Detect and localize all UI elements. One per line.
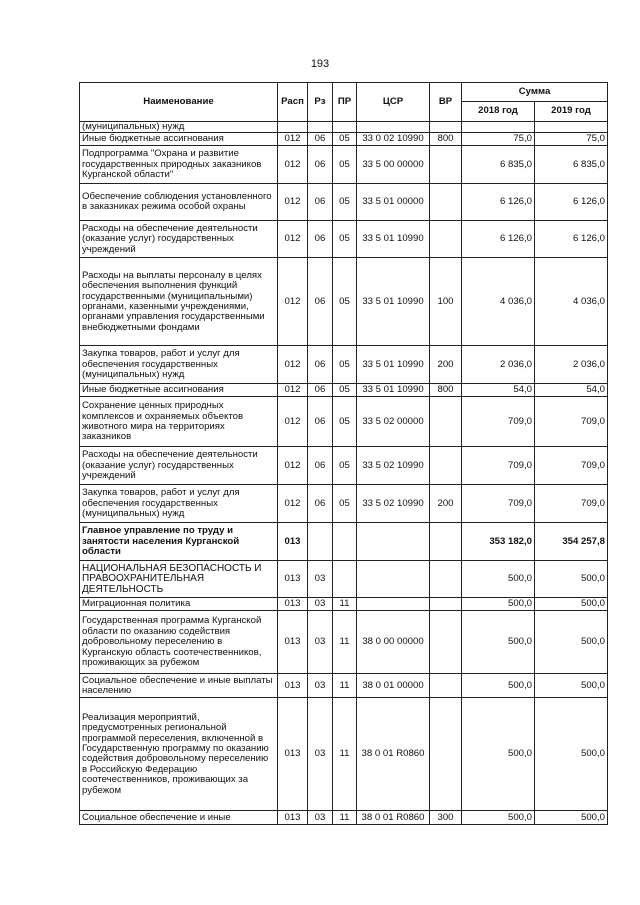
row-pr-cell: 11 [333,698,357,811]
table-row [80,146,608,184]
row-name-cell: Социальное обеспечение и иные выплаты населению [80,674,278,698]
row-vr-cell: 100 [430,258,462,346]
row-sum-2018-cell: 500,0 [462,698,535,811]
row-rasp-cell [278,122,308,133]
row-vr-cell [430,561,462,598]
table-row [80,346,608,384]
table-row [80,698,608,811]
row-sum-2018-cell: 54,0 [462,384,535,397]
row-sum-2018-cell: 75,0 [462,133,535,146]
header-pr: ПР [333,83,357,122]
row-sum-2018-cell: 500,0 [462,611,535,674]
row-sum-2019-cell: 500,0 [535,611,608,674]
row-pr-cell: 11 [333,811,357,825]
row-pr-cell: 11 [333,674,357,698]
row-sum-2018-cell: 500,0 [462,598,535,611]
row-rz-cell: 03 [308,698,333,811]
table-row [80,611,608,674]
row-sum-2018-cell: 709,0 [462,447,535,485]
row-csr-cell: 38 0 00 00000 [357,611,430,674]
row-vr-cell [430,674,462,698]
table-row [80,447,608,485]
row-vr-cell: 200 [430,346,462,384]
row-name-cell: Закупка товаров, работ и услуг для обеспечения государственных (муниципальных) нужд [80,485,278,523]
row-sum-2019-cell: 500,0 [535,561,608,598]
row-rz-cell: 06 [308,384,333,397]
row-rasp-cell: 012 [278,258,308,346]
row-name-cell: Сохранение ценных природных комплексов и охраняемых объектов животного мира на территориях заказников [80,397,278,447]
row-csr-cell: 38 0 01 R0860 [357,811,430,825]
row-sum-2019-cell: 354 257,8 [535,523,608,561]
row-pr-cell: 05 [333,384,357,397]
row-rz-cell: 06 [308,133,333,146]
row-sum-2019-cell: 500,0 [535,598,608,611]
row-sum-2018-cell: 6 835,0 [462,146,535,184]
row-sum-2019-cell: 709,0 [535,485,608,523]
row-sum-2019-cell: 6 835,0 [535,146,608,184]
row-name-cell: Расходы на выплаты персоналу в целях обеспечения выполнения функций государственными (муниципальными) органами, казенными учреждениями, органами управления государственными внебюджетными фондами [80,258,278,346]
table-row [80,485,608,523]
row-name-cell: (муниципальных) нужд [80,122,278,133]
row-csr-cell [357,598,430,611]
row-name-cell: Расходы на обеспечение деятельности (оказание услуг) государственных учреждений [80,221,278,258]
row-rasp-cell: 012 [278,184,308,221]
table-row [80,122,608,133]
table-row [80,384,608,397]
table-row [80,811,608,825]
budget-table [79,82,608,825]
row-rz-cell: 06 [308,258,333,346]
row-rasp-cell: 012 [278,384,308,397]
row-rz-cell: 06 [308,397,333,447]
row-vr-cell: 200 [430,485,462,523]
row-pr-cell: 11 [333,611,357,674]
row-sum-2019-cell: 500,0 [535,674,608,698]
row-sum-2018-cell: 2 036,0 [462,346,535,384]
row-name-cell: Расходы на обеспечение деятельности (оказание услуг) государственных учреждений [80,447,278,485]
row-sum-2018-cell: 500,0 [462,674,535,698]
row-sum-2019-cell: 6 126,0 [535,221,608,258]
row-pr-cell: 05 [333,184,357,221]
row-rz-cell: 06 [308,221,333,258]
row-name-cell: Подпрограмма "Охрана и развитие государственных природных заказников Курганской области" [80,146,278,184]
table-row [80,133,608,146]
row-sum-2018-cell: 709,0 [462,485,535,523]
row-rasp-cell: 012 [278,133,308,146]
row-vr-cell [430,611,462,674]
header-rz: Рз [308,83,333,122]
row-pr-cell: 05 [333,133,357,146]
row-vr-cell [430,146,462,184]
table-row [80,561,608,598]
row-sum-2019-cell: 75,0 [535,133,608,146]
row-name-cell: Иные бюджетные ассигнования [80,133,278,146]
header-sum: Сумма [462,83,608,102]
header-name: Наименование [80,83,278,122]
row-csr-cell: 33 5 01 10990 [357,384,430,397]
row-rasp-cell: 012 [278,397,308,447]
row-name-cell: НАЦИОНАЛЬНАЯ БЕЗОПАСНОСТЬ И ПРАВООХРАНИТЕЛЬНАЯ ДЕЯТЕЛЬНОСТЬ [80,561,278,598]
table-row [80,523,608,561]
row-name-cell: Обеспечение соблюдения установленного в заказниках режима особой охраны [80,184,278,221]
row-pr-cell: 05 [333,346,357,384]
row-csr-cell: 33 5 01 10990 [357,346,430,384]
row-csr-cell: 33 5 02 00000 [357,397,430,447]
row-csr-cell: 33 5 01 10990 [357,221,430,258]
row-rz-cell [308,122,333,133]
row-sum-2018-cell: 353 182,0 [462,523,535,561]
row-sum-2018-cell [462,122,535,133]
row-rasp-cell: 013 [278,598,308,611]
row-vr-cell [430,447,462,485]
row-sum-2019-cell: 709,0 [535,447,608,485]
row-sum-2018-cell: 6 126,0 [462,184,535,221]
row-sum-2019-cell [535,122,608,133]
row-vr-cell: 300 [430,811,462,825]
row-csr-cell: 33 5 02 10990 [357,485,430,523]
row-sum-2018-cell: 709,0 [462,397,535,447]
row-pr-cell: 05 [333,485,357,523]
row-csr-cell: 33 5 00 00000 [357,146,430,184]
row-name-cell: Реализация мероприятий, предусмотренных региональной программой переселения, включенной в Государственную программу по оказанию содействия добровольному переселению в Российскую Федерацию соотечественников, проживающих за рубежом [80,698,278,811]
row-pr-cell: 05 [333,447,357,485]
row-csr-cell [357,561,430,598]
row-rasp-cell: 013 [278,611,308,674]
header-rasp: Расп [278,83,308,122]
row-pr-cell: 05 [333,397,357,447]
row-rz-cell: 06 [308,184,333,221]
row-csr-cell: 33 5 01 00000 [357,184,430,221]
row-name-cell: Закупка товаров, работ и услуг для обеспечения государственных (муниципальных) нужд [80,346,278,384]
row-rz-cell: 03 [308,598,333,611]
row-rz-cell: 03 [308,561,333,598]
table-row [80,674,608,698]
header-2019: 2019 год [535,102,608,122]
row-sum-2018-cell: 6 126,0 [462,221,535,258]
row-sum-2019-cell: 54,0 [535,384,608,397]
row-rasp-cell: 013 [278,698,308,811]
row-rasp-cell: 013 [278,674,308,698]
header-vr: ВР [430,83,462,122]
row-name-cell: Главное управление по труду и занятости населения Курганской области [80,523,278,561]
row-csr-cell: 33 0 02 10990 [357,133,430,146]
row-rasp-cell: 012 [278,221,308,258]
row-rz-cell: 03 [308,674,333,698]
row-vr-cell: 800 [430,384,462,397]
row-sum-2019-cell: 709,0 [535,397,608,447]
row-name-cell: Миграционная политика [80,598,278,611]
row-sum-2019-cell: 6 126,0 [535,184,608,221]
table-row [80,221,608,258]
row-sum-2019-cell: 500,0 [535,811,608,825]
row-rasp-cell: 013 [278,561,308,598]
row-rz-cell: 06 [308,485,333,523]
row-pr-cell [333,122,357,133]
row-name-cell: Социальное обеспечение и иные [80,811,278,825]
row-sum-2018-cell: 500,0 [462,561,535,598]
row-rz-cell: 06 [308,447,333,485]
row-rz-cell [308,523,333,561]
row-rz-cell: 06 [308,346,333,384]
row-rasp-cell: 012 [278,346,308,384]
row-csr-cell: 33 5 01 10990 [357,258,430,346]
table-body [80,122,608,825]
row-sum-2019-cell: 500,0 [535,698,608,811]
row-csr-cell [357,523,430,561]
row-csr-cell: 38 0 01 00000 [357,674,430,698]
row-vr-cell: 800 [430,133,462,146]
row-sum-2018-cell: 4 036,0 [462,258,535,346]
row-rasp-cell: 013 [278,811,308,825]
row-pr-cell: 11 [333,598,357,611]
row-vr-cell [430,122,462,133]
page-number: 193 [310,58,330,70]
header-csr: ЦСР [357,83,430,122]
row-rz-cell: 06 [308,146,333,184]
row-vr-cell [430,184,462,221]
row-rz-cell: 03 [308,611,333,674]
row-csr-cell: 38 0 01 R0860 [357,698,430,811]
table-row [80,598,608,611]
row-pr-cell: 05 [333,221,357,258]
row-rasp-cell: 012 [278,447,308,485]
row-pr-cell [333,523,357,561]
row-pr-cell [333,561,357,598]
row-vr-cell [430,397,462,447]
row-name-cell: Государственная программа Курганской области по оказанию содействия добровольному переселению в Курганскую область соотечественников, проживающих за рубежом [80,611,278,674]
row-csr-cell [357,122,430,133]
row-sum-2019-cell: 4 036,0 [535,258,608,346]
row-name-cell: Иные бюджетные ассигнования [80,384,278,397]
row-rz-cell: 03 [308,811,333,825]
table-row [80,258,608,346]
row-pr-cell: 05 [333,146,357,184]
row-vr-cell [430,698,462,811]
row-sum-2019-cell: 2 036,0 [535,346,608,384]
row-rasp-cell: 012 [278,146,308,184]
row-vr-cell [430,523,462,561]
table-row [80,184,608,221]
row-vr-cell [430,221,462,258]
row-sum-2018-cell: 500,0 [462,811,535,825]
row-csr-cell: 33 5 02 10990 [357,447,430,485]
header-2018: 2018 год [462,102,535,122]
row-rasp-cell: 012 [278,485,308,523]
row-vr-cell [430,598,462,611]
row-pr-cell: 05 [333,258,357,346]
row-rasp-cell: 013 [278,523,308,561]
table-row [80,397,608,447]
